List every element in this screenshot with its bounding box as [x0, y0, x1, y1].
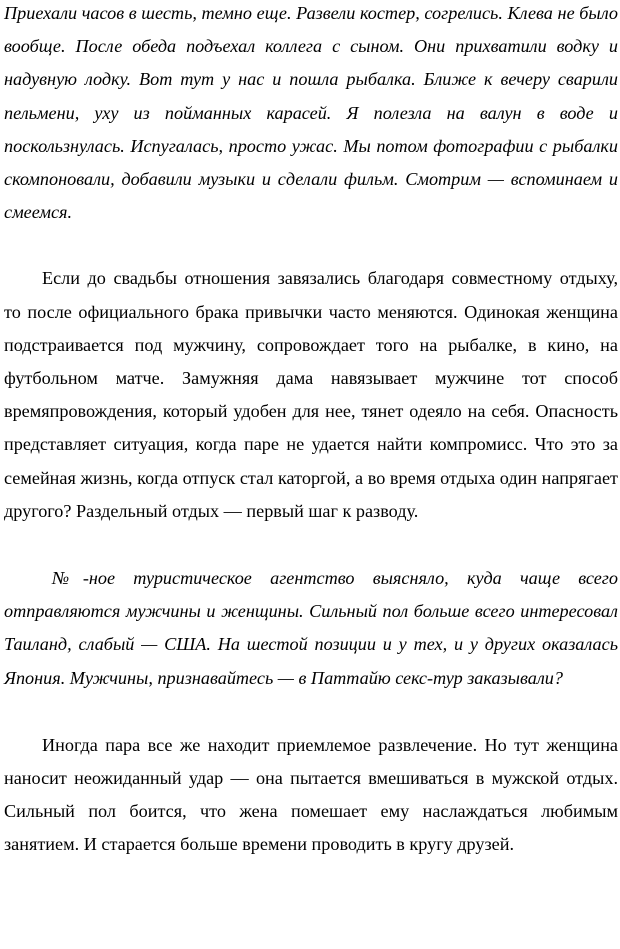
paragraph-fishing-story: Приехали часов в шесть, темно еще. Развели костер, согрелись. Клева не было вообще. После обеда подъехал коллега с сыном. Они прихватили водку и надувную лодку. Вот тут у нас и пошла рыбалка. Ближе к вечеру сварили пельмени, уху из пойманных карасей. Я полезла на валун в воде и поскользнулась. Испугалась, просто ужас. Мы потом фотографии с рыбалки скомпоновали, добавили музыки и сделали фильм. Смотрим — вспоминаем и смеемся. [4, 3, 618, 223]
paragraph-marriage-habits: Если до свадьбы отношения завязались благодаря совместному отдыху, то после официального брака привычки часто меняются. Одинокая женщина подстраивается под мужчину, сопровождает того на рыбалке, в кино, на футбольном матче. Замужняя дама навязывает мужчине тот способ времяпровождения, который удобен для нее, тянет одеяло на себя. Опасность представляет ситуация, когда паре не удается найти компромисс. Что это за семейная жизнь, когда отпуск стал каторгой, а во время отдыха один напрягает другого? Раздельный отдых — первый шаг к разводу. [4, 268, 618, 521]
paragraph-shared-leisure: Иногда пара все же находит приемлемое развлечение. Но тут женщина наносит неожиданный удар — она пытается вмешиваться в мужской отдых. Сильный пол боится, что жена помешает ему наслаждаться любимым занятием. И старается больше времени проводить в кругу друзей. [4, 734, 618, 855]
paragraph-travel-agency: №-ное туристическое агентство выясняло, куда чаще всего отправляются мужчины и женщины. Сильный пол больше всего интересовал Таиланд, слабый — США. На шестой позиции и у тех, и у других оказалась Япония. Мужчины, признавайтесь — в Паттайю секс-тур заказывали? [4, 568, 618, 688]
